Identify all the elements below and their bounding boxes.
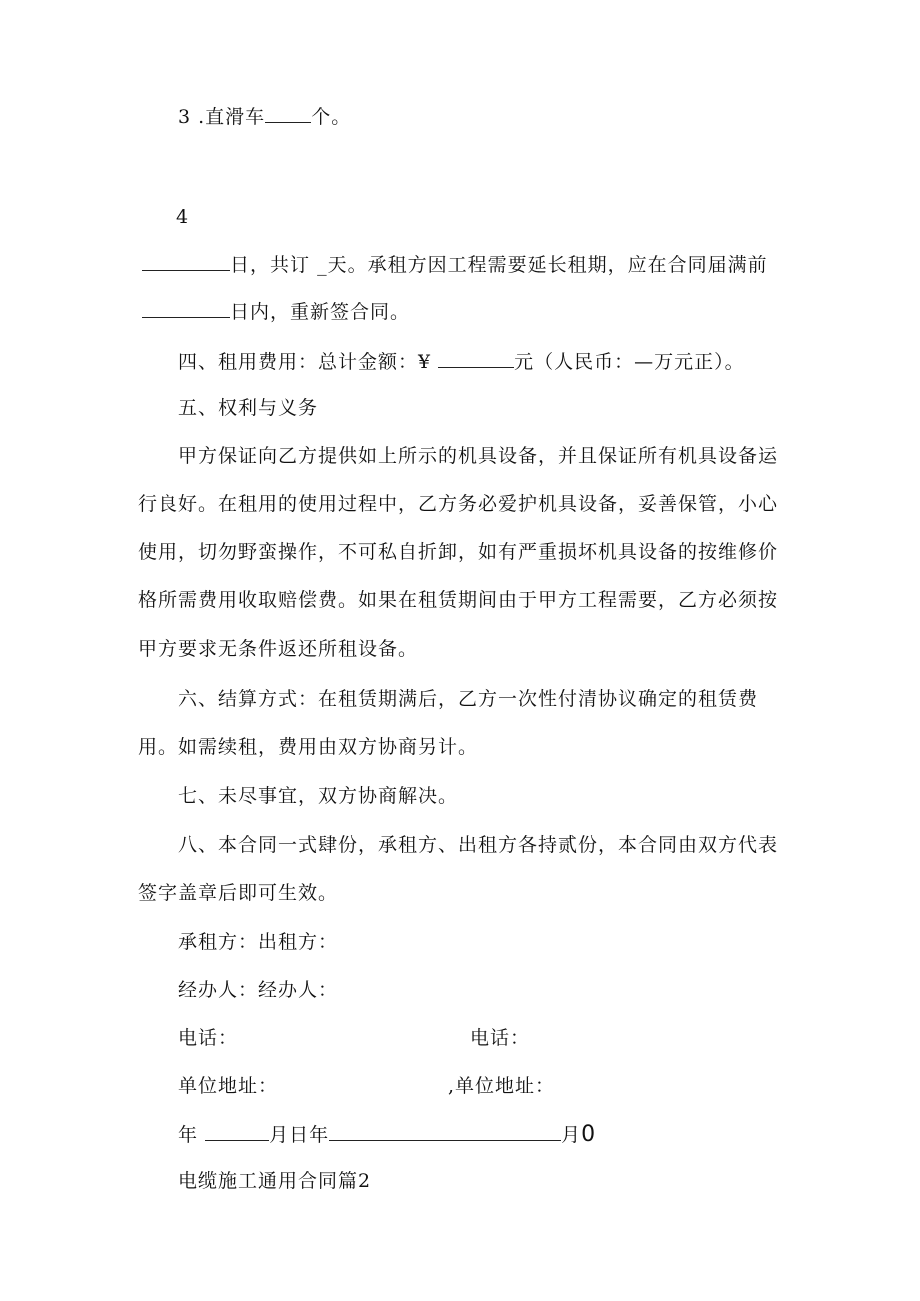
item-3-text: .直滑车 [198,106,266,128]
address-left: 单位地址： [178,1075,279,1097]
blank-day [142,252,230,271]
date-line [178,1122,596,1147]
period-line-2 [142,299,410,324]
phone-left: 电话： [178,1027,239,1049]
rights-line-3: 使用，切勿野蛮操作，不可私自折卸，如有严重损坏机具设备的按维修价 [138,541,779,563]
rights-line-1: 甲方保证向乙方提供如上所示的机具设备，并且保证所有机具设备运 [178,445,779,467]
period-line-1 [142,252,768,277]
rights-line-5: 甲方要求无条件返还所租设备。 [138,638,419,660]
item-3-number: 3 [178,106,192,128]
clause-7: 七、未尽事宜，双方协商解决。 [178,785,459,807]
blank-days [142,299,230,318]
date-zero: 0 [581,1122,597,1147]
fee-prefix: 四、租用费用：总计金额：¥ [178,351,432,373]
address-right: ,单位地址： [448,1075,556,1097]
rights-heading: 五、权利与义务 [178,397,319,419]
item-3 [178,104,351,129]
blank-amount [438,349,514,368]
parties-line: 承租方：出租方： [178,931,339,953]
item-3-tail: 个。 [311,106,352,128]
item-4-number: 4 [176,206,190,228]
clause-8-line-1: 八、本合同一式肆份，承租方、出租方各持贰份，本合同由双方代表 [178,834,779,856]
period-text-b: _天。承租方因工程需要延长租期，应在合同届满前 [317,254,768,276]
fee-suffix: 元（人民币：—万元正）。 [514,351,745,373]
rights-line-4: 格所需费用收取赔偿费。如果在租赁期间由于甲方工程需要，乙方必须按 [138,589,779,611]
date-year-a: 年 [178,1124,199,1146]
rights-line-2: 行良好。在租用的使用过程中，乙方务必爱护机具设备，妥善保管，小心 [138,493,779,515]
clause-8-line-2: 签字盖章后即可生效。 [138,882,339,904]
period-text-a: 日，共订 [230,254,311,276]
blank-month-a [205,1122,269,1141]
settlement-line-2: 用。如需续租，费用由双方协商另计。 [138,736,479,758]
next-contract-title: 电缆施工通用合同篇2 [178,1170,372,1192]
period-text-2: 日内，重新签合同。 [230,301,411,323]
date-month-b: 月 [561,1124,582,1146]
agents-line: 经办人：经办人： [178,979,339,1001]
blank-date-b [329,1122,561,1141]
rental-fee [178,349,745,374]
date-mid: 月日年 [269,1124,330,1146]
phone-right: 电话： [470,1027,531,1049]
blank-quantity [265,104,311,123]
settlement-line-1: 六、结算方式：在租赁期满后，乙方一次性付清协议确定的租赁费 [178,688,759,710]
